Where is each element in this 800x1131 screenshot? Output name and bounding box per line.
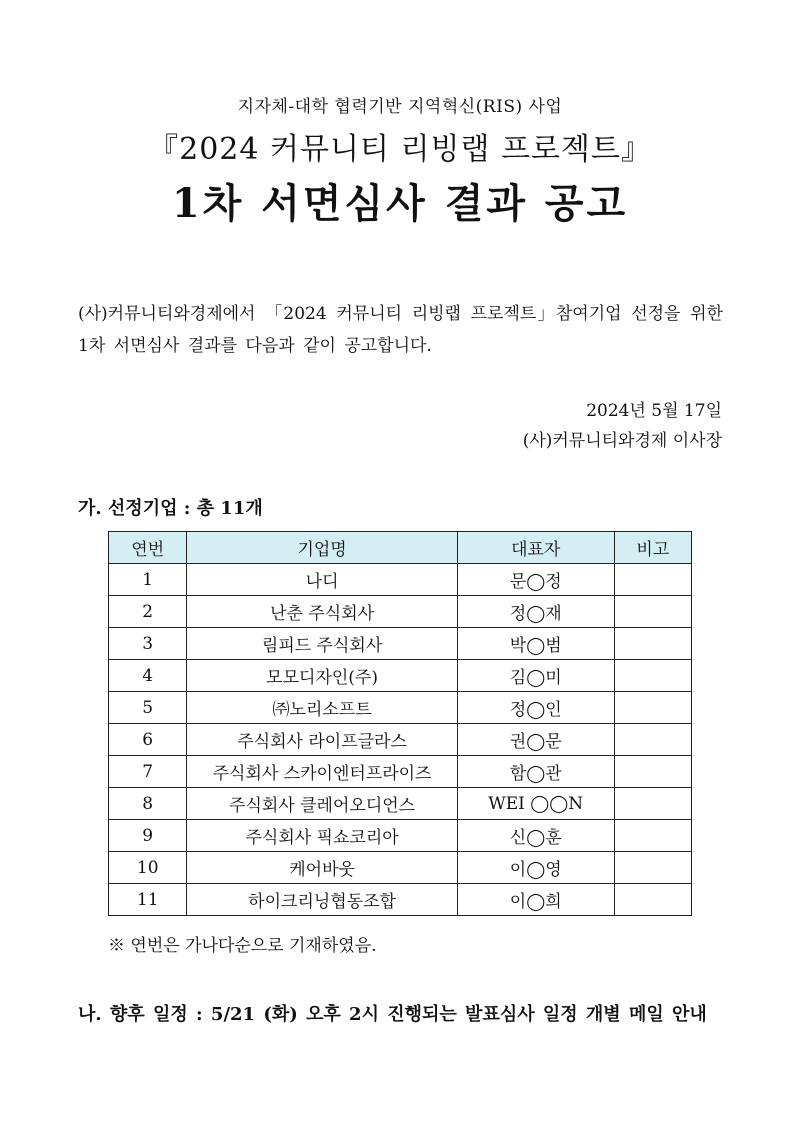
- table-row: [109, 820, 692, 852]
- cell-no: 3: [109, 628, 187, 660]
- selected-firms-table: [108, 531, 692, 916]
- cell-representative: 문◯정: [457, 564, 614, 596]
- cell-note: [614, 788, 691, 820]
- cell-note: [614, 692, 691, 724]
- table-row: [109, 788, 692, 820]
- cell-no: 11: [109, 884, 187, 916]
- cell-representative: 김◯미: [457, 660, 614, 692]
- cell-no: 9: [109, 820, 187, 852]
- table-row: [109, 756, 692, 788]
- column-header-note: 비고: [614, 532, 691, 564]
- cell-company-name: 주식회사 픽쇼코리아: [187, 820, 457, 852]
- table-header-row: [109, 532, 692, 564]
- cell-company-name: 주식회사 스카이엔터프라이즈: [187, 756, 457, 788]
- table-row: [109, 884, 692, 916]
- table-row: [109, 660, 692, 692]
- cell-company-name: 모모디자인(주): [187, 660, 457, 692]
- cell-representative: 이◯희: [457, 884, 614, 916]
- cell-no: 2: [109, 596, 187, 628]
- cell-note: [614, 820, 691, 852]
- announcement-date: 2024년 5월 17일: [586, 401, 722, 421]
- table-body: [109, 564, 692, 916]
- cell-representative: 권◯문: [457, 724, 614, 756]
- table-row: [109, 852, 692, 884]
- cell-representative: 박◯범: [457, 628, 614, 660]
- column-header-name: 기업명: [187, 532, 457, 564]
- table-row: [109, 628, 692, 660]
- table-row: [109, 692, 692, 724]
- cell-no: 8: [109, 788, 187, 820]
- column-header-no: 연번: [109, 532, 187, 564]
- cell-note: [614, 852, 691, 884]
- cell-representative: 함◯관: [457, 756, 614, 788]
- table-row: [109, 596, 692, 628]
- cell-no: 4: [109, 660, 187, 692]
- program-subtitle: 지자체-대학 협력기반 지역혁신(RIS) 사업: [237, 97, 563, 117]
- cell-company-name: 하이크리닝협동조합: [187, 884, 457, 916]
- cell-representative: WEI ◯◯N: [457, 788, 614, 820]
- cell-no: 5: [109, 692, 187, 724]
- section-a-heading: 가. 선정기업 : 총 11개: [78, 498, 263, 519]
- cell-note: [614, 596, 691, 628]
- cell-note: [614, 884, 691, 916]
- cell-note: [614, 724, 691, 756]
- project-title: 『2024 커뮤니티 리빙랩 프로젝트』: [148, 132, 652, 167]
- table-row: [109, 564, 692, 596]
- cell-representative: 정◯재: [457, 596, 614, 628]
- cell-note: [614, 564, 691, 596]
- cell-company-name: 주식회사 클레어오디언스: [187, 788, 457, 820]
- table-row: [109, 724, 692, 756]
- cell-company-name: 케어바웃: [187, 852, 457, 884]
- cell-note: [614, 660, 691, 692]
- cell-note: [614, 756, 691, 788]
- cell-representative: 정◯인: [457, 692, 614, 724]
- cell-representative: 신◯훈: [457, 820, 614, 852]
- table-footnote: ※ 연번은 가나다순으로 기재하였음.: [108, 936, 377, 956]
- cell-company-name: ㈜노리소프트: [187, 692, 457, 724]
- cell-no: 6: [109, 724, 187, 756]
- signer: (사)커뮤니티와경제 이사장: [522, 431, 722, 451]
- cell-company-name: 림피드 주식회사: [187, 628, 457, 660]
- cell-representative: 이◯영: [457, 852, 614, 884]
- intro-paragraph: (사)커뮤니티와경제에서 「2024 커뮤니티 리빙랩 프로젝트」참여기업 선정을 위한 1차 서면심사 결과를 다음과 같이 공고합니다.: [78, 304, 723, 356]
- section-b-heading: 나. 향후 일정 : 5/21 (화) 오후 2시 진행되는 발표심사 일정 개별 메일 안내: [78, 1004, 707, 1025]
- cell-company-name: 난춘 주식회사: [187, 596, 457, 628]
- column-header-rep: 대표자: [457, 532, 614, 564]
- announcement-title: 1차 서면심사 결과 공고: [171, 180, 629, 227]
- cell-company-name: 주식회사 라이프글라스: [187, 724, 457, 756]
- cell-no: 1: [109, 564, 187, 596]
- cell-no: 10: [109, 852, 187, 884]
- cell-note: [614, 628, 691, 660]
- cell-company-name: 나디: [187, 564, 457, 596]
- cell-no: 7: [109, 756, 187, 788]
